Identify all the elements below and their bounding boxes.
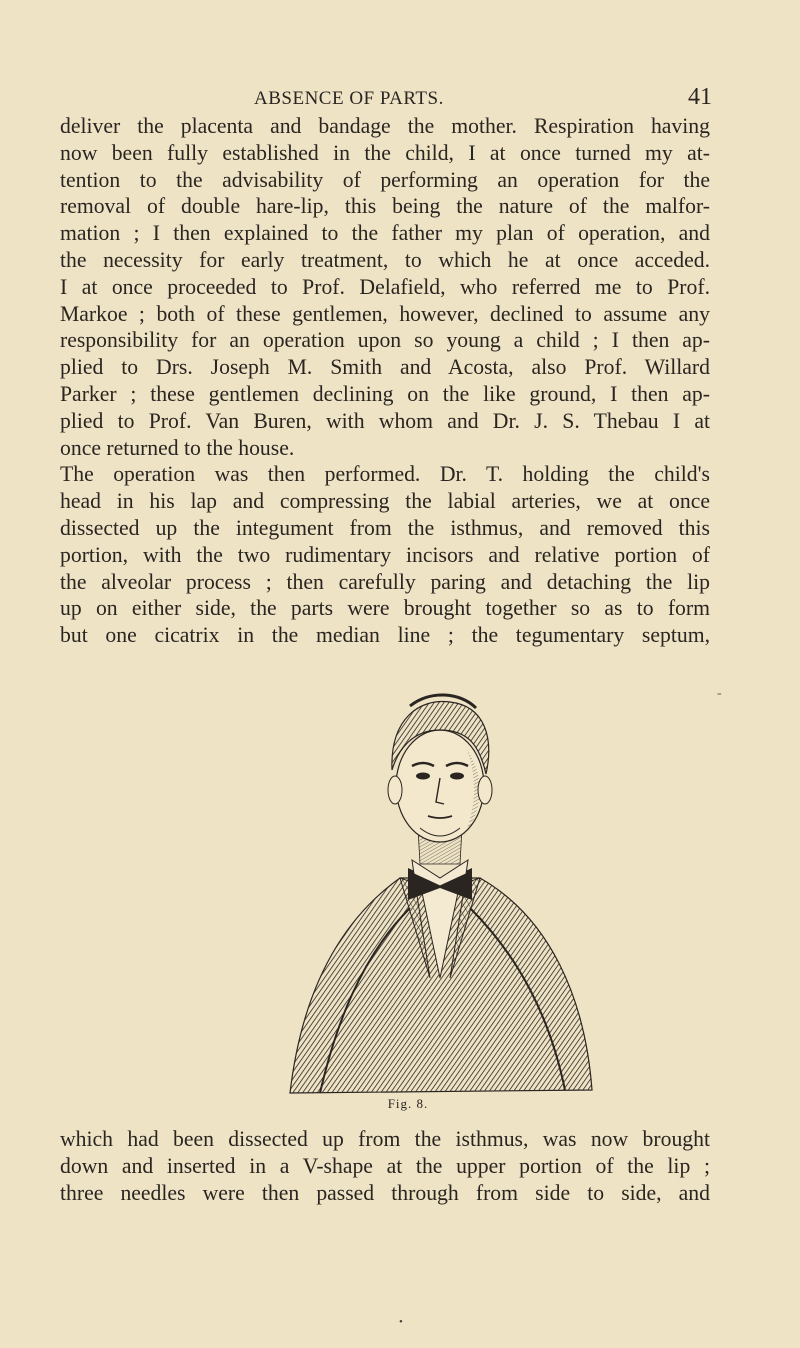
text-line: the alveolar process ; then carefully paring and detaching the lip [60, 569, 710, 594]
body-text-bottom [60, 1126, 710, 1206]
margin-dash: - [717, 686, 722, 701]
text-line: deliver the placenta and bandage the mother. Respiration having [60, 114, 710, 138]
text-line: down and inserted in a V-shape at the upper portion of the lip ; [60, 1153, 710, 1178]
text-line: which had been dissected up from the isthmus, was now brought [60, 1127, 710, 1151]
text-line: dissected up the integument from the isthmus, and removed this [60, 515, 710, 540]
running-head [0, 86, 800, 116]
text-line: up on either side, the parts were brought together so as to form [60, 596, 710, 621]
running-title: ABSENCE OF PARTS. [254, 88, 444, 109]
body-text-top [60, 113, 710, 649]
text-line: removal of double hare-lip, this being the nature of the malfor- [60, 194, 710, 219]
text-line: portion, with the two rudimentary incisors and relative portion of [60, 542, 710, 567]
portrait-illustration [280, 678, 600, 1098]
text-line: three needles were then passed through from side to side, and [60, 1180, 710, 1205]
text-line: tention to the advisability of performing an operation for the [60, 167, 710, 192]
text-line: The operation was then performed. Dr. T. holding the child's [60, 462, 710, 487]
text-line: mation ; I then explained to the father my plan of operation, and [60, 221, 710, 246]
text-line: responsibility for an operation upon so young a child ; I then ap- [60, 328, 710, 353]
text-line: plied to Drs. Joseph M. Smith and Acosta, also Prof. Willard [60, 355, 710, 380]
text-line: the necessity for early treatment, to which he at once acceded. [60, 247, 710, 272]
figure-portrait-engraving [280, 678, 600, 1098]
text-line: but one cicatrix in the median line ; the tegumentary septum, [60, 623, 710, 648]
page-number: 41 [688, 84, 712, 110]
text-line: now been fully established in the child, I at once turned my at- [60, 140, 710, 165]
figure-caption: Fig. 8. [387, 1096, 429, 1111]
text-line: Markoe ; both of these gentlemen, however, declined to assume any [60, 301, 710, 326]
bottom-mark: • [399, 1316, 403, 1328]
text-line: once returned to the house. [60, 435, 295, 460]
text-line: I at once proceeded to Prof. Delafield, who referred me to Prof. [60, 274, 710, 299]
text-line: head in his lap and compressing the labial arteries, we at once [60, 489, 710, 514]
text-line: plied to Prof. Van Buren, with whom and Dr. J. S. Thebau I at [60, 408, 710, 433]
text-line: Parker ; these gentlemen declining on the like ground, I then ap- [60, 381, 710, 406]
